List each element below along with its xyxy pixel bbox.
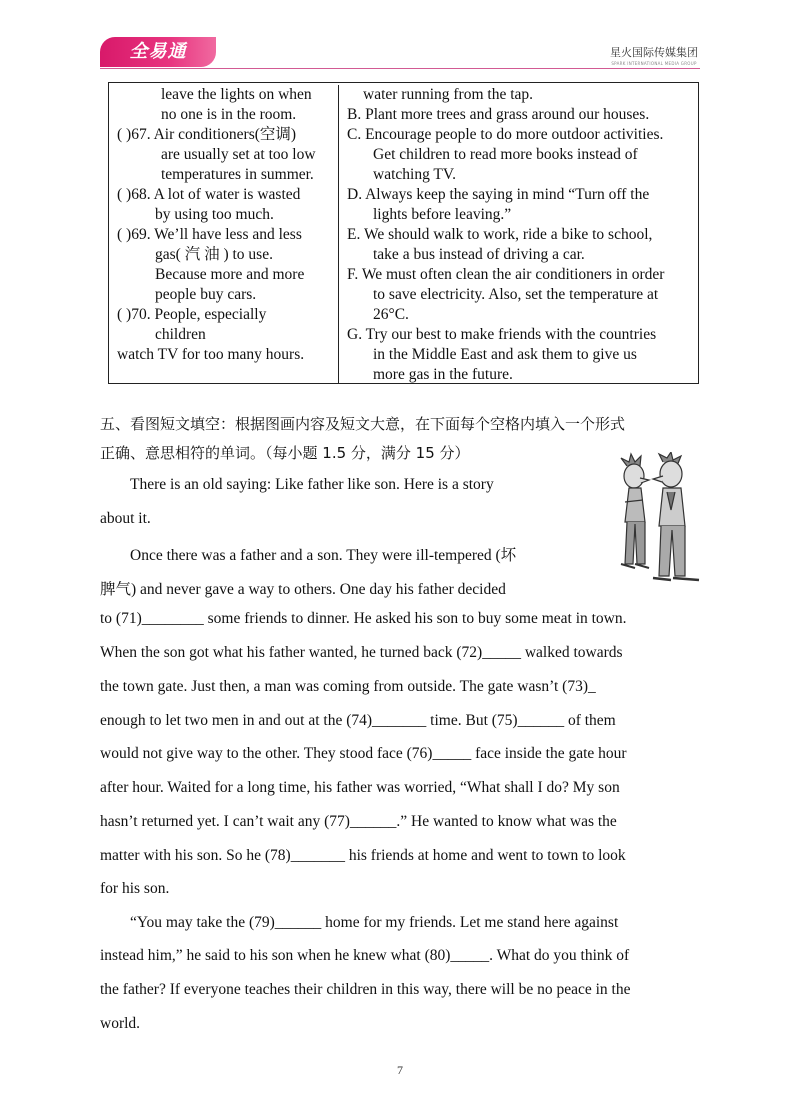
table-left-line: gas( 汽 油 ) to use. bbox=[155, 246, 273, 263]
header-divider bbox=[100, 68, 700, 69]
passage-line: 脾气) and never gave a way to others. One day his father decided bbox=[100, 581, 506, 598]
table-right-line: G. Try our best to make friends with the countries bbox=[347, 326, 657, 343]
publisher-name: 星火国际传媒集团 bbox=[610, 46, 698, 59]
passage-line: the town gate. Just then, a man was coming from outside. The gate wasn’t (73)_ bbox=[100, 678, 596, 695]
passage-line: When the son got what his father wanted, he turned back (72)_____ walked towards bbox=[100, 644, 623, 661]
table-right-line: lights before leaving.” bbox=[373, 206, 512, 223]
table-left-line: watch TV for too many hours. bbox=[117, 346, 305, 363]
passage-line: There is an old saying: Like father like son. Here is a story bbox=[130, 476, 494, 493]
passage-line: “You may take the (79)______ home for my friends. Let me stand here against bbox=[130, 914, 619, 931]
table-left-line: people buy cars. bbox=[155, 286, 257, 303]
two-men-cartoon-illustration bbox=[607, 452, 707, 590]
passage-line: world. bbox=[100, 1015, 141, 1032]
passage-line: hasn’t returned yet. I can’t wait any (77)______.” He wanted to know what was the bbox=[100, 813, 617, 830]
passage-line: for his son. bbox=[100, 880, 170, 897]
passage-line: after hour. Waited for a long time, his father was worried, “What shall I do? My son bbox=[100, 779, 620, 796]
passage-line: would not give way to the other. They stood face (76)_____ face inside the gate hour bbox=[100, 745, 627, 762]
passage-line: Once there was a father and a son. They were ill-tempered (坏 bbox=[130, 547, 517, 564]
table-left-line: ( )68. A lot of water is wasted bbox=[117, 186, 301, 203]
passage-line: about it. bbox=[100, 510, 151, 527]
publisher-name-en: SPARK INTERNATIONAL MEDIA GROUP bbox=[611, 61, 697, 66]
passage-line: instead him,” he said to his son when he knew what (80)_____. What do you think of bbox=[100, 947, 630, 964]
table-left-column bbox=[109, 85, 339, 383]
table-left-line: ( )69. We’ll have less and less bbox=[117, 226, 302, 243]
table-left-line: by using too much. bbox=[155, 206, 274, 223]
table-right-line: more gas in the future. bbox=[373, 366, 513, 383]
table-right-line: watching TV. bbox=[373, 166, 456, 183]
page-number: 7 bbox=[397, 1063, 403, 1077]
table-left-line: no one is in the room. bbox=[161, 106, 297, 123]
table-right-column bbox=[339, 85, 699, 383]
passage-line: to (71)________ some friends to dinner. He asked his son to buy some meat in town. bbox=[100, 610, 627, 627]
section-title-line: 五、看图短文填空：根据图画内容及短文大意，在下面每个空格内填入一个形式 bbox=[100, 415, 626, 433]
table-left-line: leave the lights on when bbox=[161, 86, 312, 103]
table-right-line: in the Middle East and ask them to give us bbox=[373, 346, 637, 363]
table-left-line: children bbox=[155, 326, 206, 343]
table-right-line: D. Always keep the saying in mind “Turn off the bbox=[347, 186, 650, 203]
passage-line: the father? If everyone teaches their children in this way, there will be no peace in the bbox=[100, 981, 631, 998]
table-right-line: take a bus instead of driving a car. bbox=[373, 246, 585, 263]
section-title-line: 正确、意思相符的单词。（每小题 1.5 分，满分 15 分） bbox=[100, 444, 470, 462]
table-right-line: E. We should walk to work, ride a bike to school, bbox=[347, 226, 653, 243]
table-right-line: water running from the tap. bbox=[363, 86, 534, 103]
publisher-mark bbox=[610, 44, 698, 66]
table-left-line: temperatures in summer. bbox=[161, 166, 314, 183]
table-right-line: Get children to read more books instead of bbox=[373, 146, 638, 163]
table-right-line: C. Encourage people to do more outdoor activities. bbox=[347, 126, 664, 143]
table-left-line: are usually set at too low bbox=[161, 146, 316, 163]
passage-line: enough to let two men in and out at the (74)_______ time. But (75)______ of them bbox=[100, 712, 616, 729]
table-right-line: F. We must often clean the air conditioners in order bbox=[347, 266, 665, 283]
table-right-line: 26°C. bbox=[373, 306, 409, 323]
table-right-line: to save electricity. Also, set the temperature at bbox=[373, 286, 659, 303]
passage-line: matter with his son. So he (78)_______ his friends at home and went to town to look bbox=[100, 847, 626, 864]
table-left-line: Because more and more bbox=[155, 266, 305, 283]
table-right-line: B. Plant more trees and grass around our houses. bbox=[347, 106, 650, 123]
brand-logo: 全易通 bbox=[100, 37, 216, 67]
table-left-line: ( )70. People, especially bbox=[117, 306, 267, 323]
table-left-line: ( )67. Air conditioners(空调) bbox=[117, 126, 297, 143]
matching-table bbox=[108, 82, 699, 384]
